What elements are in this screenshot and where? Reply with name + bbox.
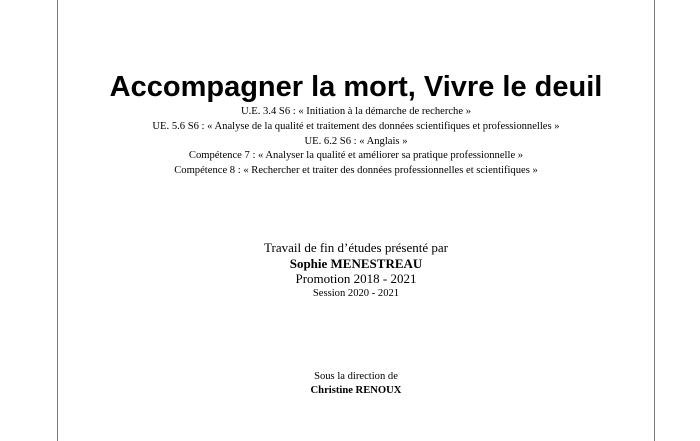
author-name: Sophie MENESTREAU — [289, 255, 423, 271]
session-text: Session 2020 - 2021 — [312, 287, 400, 299]
promotion-text: Promotion 2018 - 2021 — [295, 271, 417, 286]
document-page — [57, 0, 655, 441]
course-unit-line: UE. 6.2 S6 : « Anglais » — [304, 135, 408, 147]
direction-label: Sous la direction de — [314, 371, 398, 382]
document-title: Accompagner la mort, Vivre le deuil — [109, 71, 603, 103]
thesis-info-block — [58, 240, 654, 301]
supervision-block — [58, 370, 654, 398]
supervisor-name: Christine RENOUX — [310, 385, 402, 396]
presented-by-text: Travail de fin d’études présenté par — [264, 240, 448, 255]
competence-line: Compétence 8 : « Rechercher et traiter des données professionnelles et scientifiques » — [174, 165, 538, 177]
course-unit-line: UE. 5.6 S6 : « Analyse de la qualité et traitement des données scientifiques et professionnelles » — [152, 120, 560, 132]
competence-line: Compétence 7 : « Analyser la qualité et améliorer sa pratique professionnelle » — [188, 150, 524, 162]
course-units-block — [58, 105, 654, 179]
course-unit-line: U.E. 3.4 S6 : « Initiation à la démarche de recherche » — [240, 106, 472, 117]
